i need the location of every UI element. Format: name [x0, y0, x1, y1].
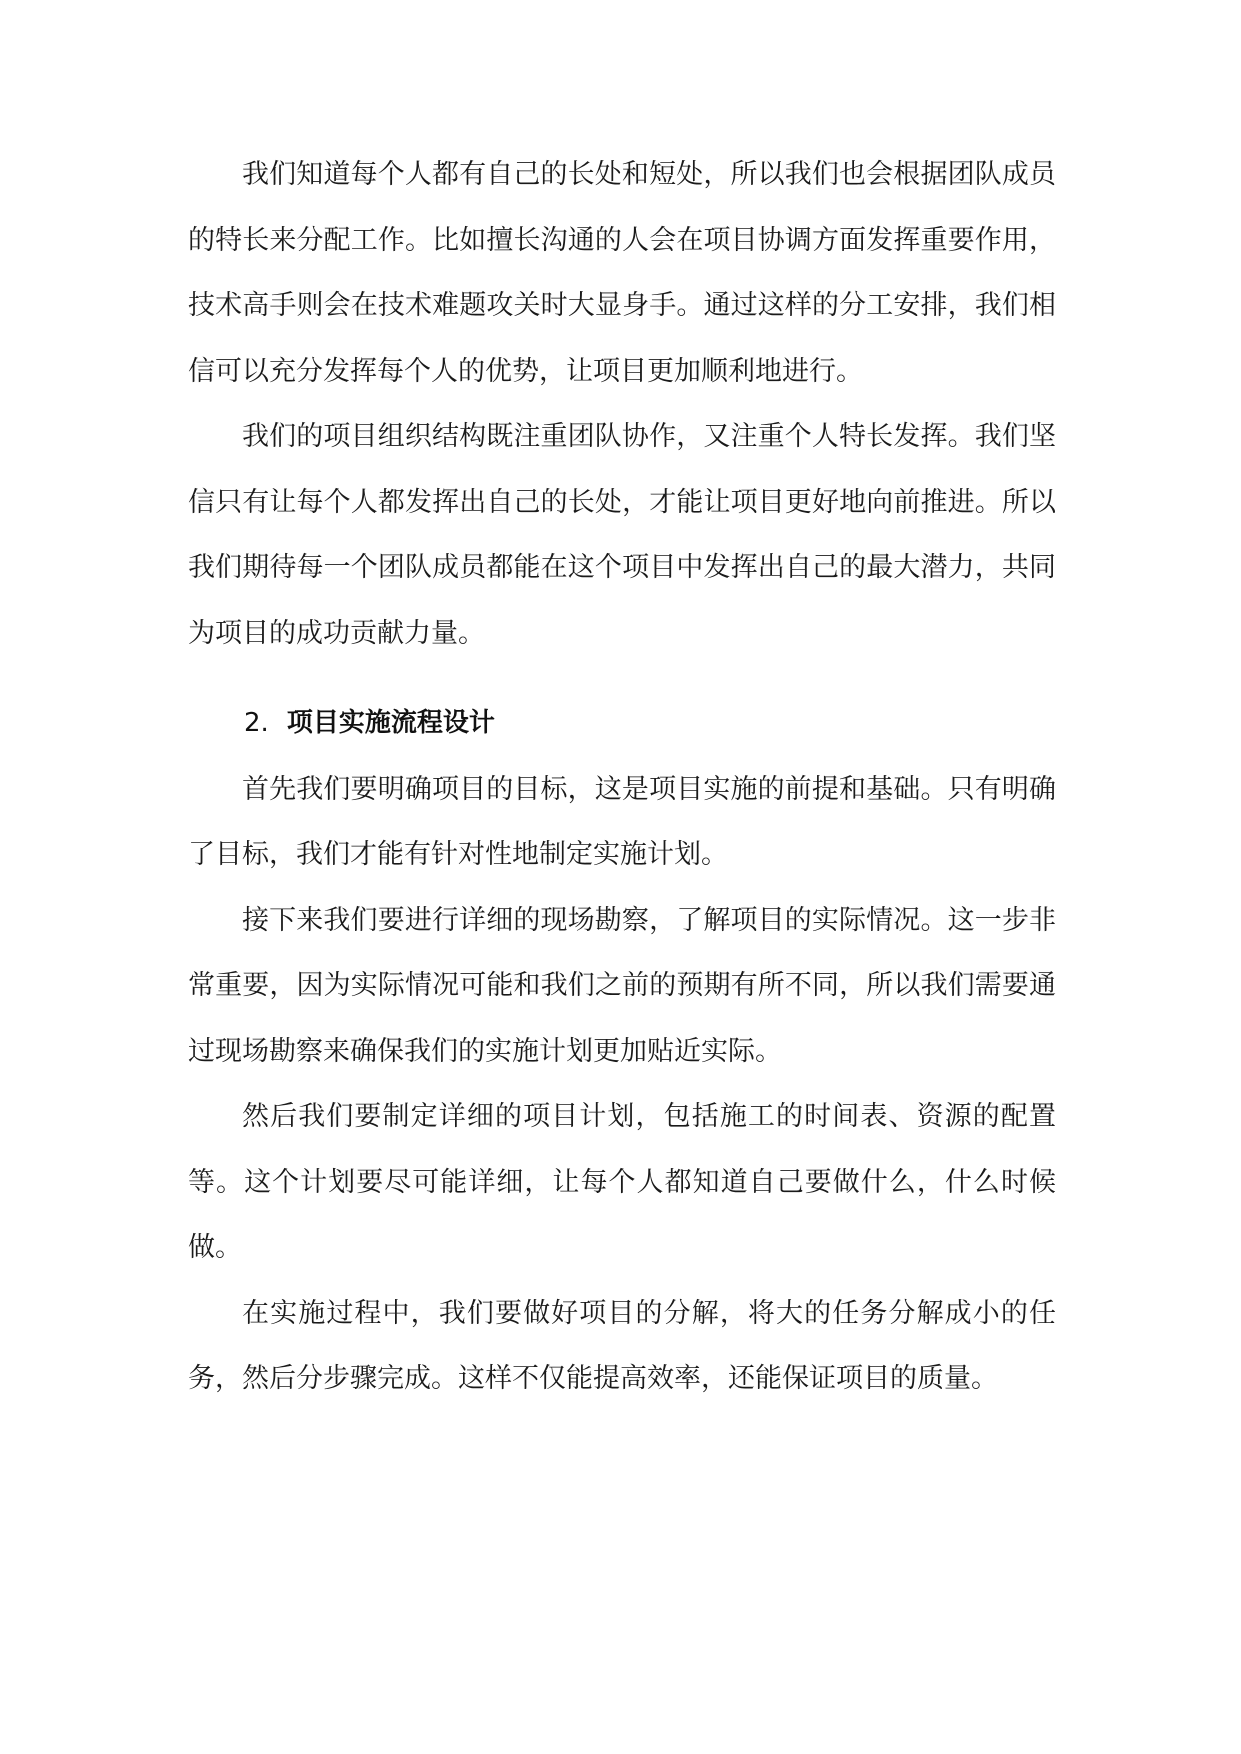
paragraph: 首先我们要明确项目的目标，这是项目实施的前提和基础。只有明确了目标，我们才能有针对性地制定实施计划。 [188, 773, 1056, 870]
paragraph: 我们知道每个人都有自己的长处和短处，所以我们也会根据团队成员的特长来分配工作。比如擅长沟通的人会在项目协调方面发挥重要作用，技术高手则会在技术难题攻关时大显身手。通过这样的分工安排，我们相信可以充分发挥每个人的优势，让项目更加顺利地进行。 [188, 159, 1056, 387]
paragraph: 在实施过程中，我们要做好项目的分解，将大的任务分解成小的任务，然后分步骤完成。这样不仅能提高效率，还能保证项目的质量。 [188, 1297, 1056, 1394]
paragraph: 我们的项目组织结构既注重团队协作，又注重个人特长发挥。我们坚信只有让每个人都发挥出自己的长处，才能让项目更好地向前推进。所以我们期待每一个团队成员都能在这个项目中发挥出自己的最大潜力，共同为项目的成功贡献力量。 [188, 421, 1056, 649]
section-number: 2. [244, 708, 269, 738]
section-heading [188, 691, 1056, 757]
paragraph: 接下来我们要进行详细的现场勘察，了解项目的实际情况。这一步非常重要，因为实际情况可能和我们之前的预期有所不同，所以我们需要通过现场勘察来确保我们的实施计划更加贴近实际。 [188, 904, 1056, 1067]
paragraph: 然后我们要制定详细的项目计划，包括施工的时间表、资源的配置等。这个计划要尽可能详细，让每个人都知道自己要做什么，什么时候做。 [188, 1101, 1056, 1263]
document-body [188, 142, 1056, 1412]
section-title: 项目实施流程设计 [286, 708, 495, 738]
